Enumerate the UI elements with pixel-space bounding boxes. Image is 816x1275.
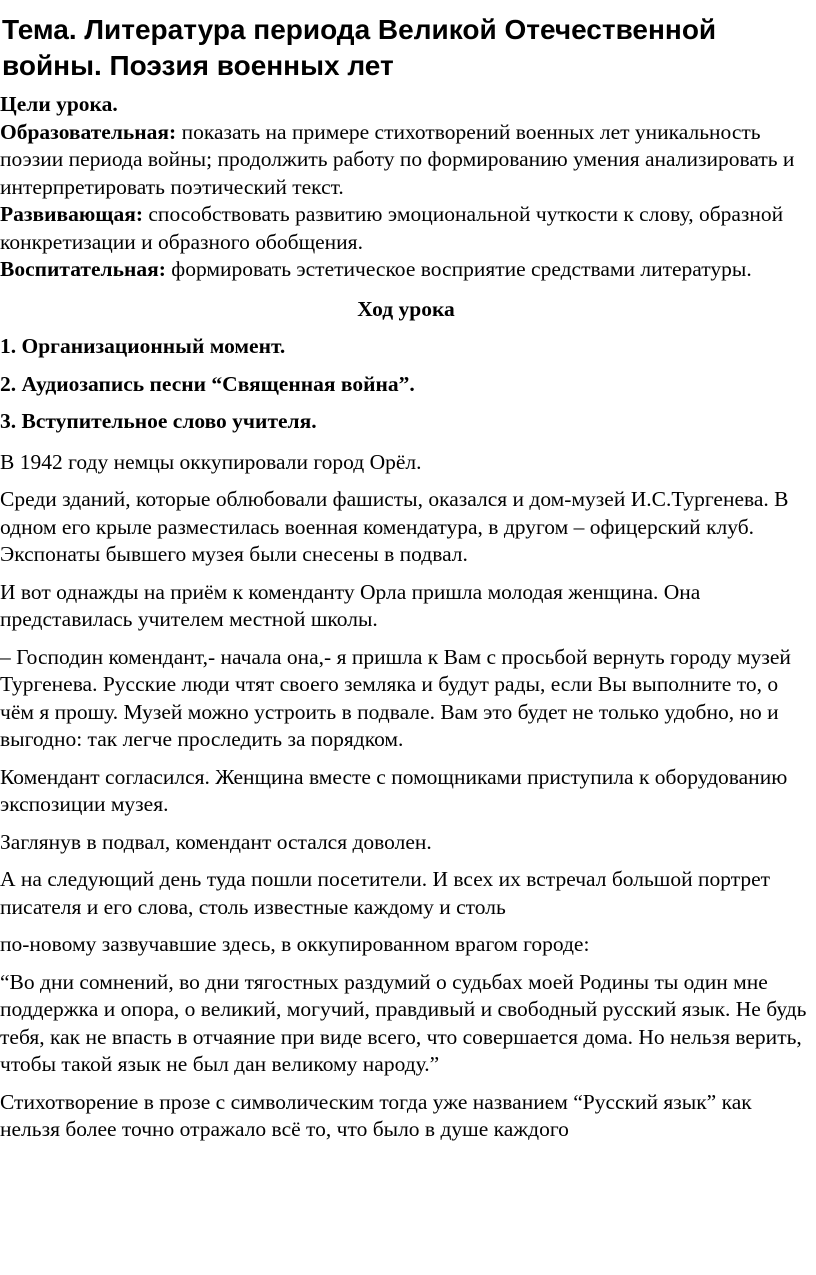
step-item: 2. Аудиозапись песни “Священная война”. <box>0 371 415 396</box>
goals-heading: Цели урока. <box>0 92 118 116</box>
goal-upbringing <box>0 256 812 284</box>
goal-label: Развивающая: <box>0 202 144 226</box>
goal-text: способствовать развитию эмоциональной чуткости к слову, образной конкретизации и образного обобщения. <box>0 202 784 254</box>
goal-label: Образовательная: <box>0 119 177 144</box>
paragraph: Среди зданий, которые облюбовали фашисты, оказался и дом-музей И.С.Тургенева. В одном его крыле разместилась военная комендатура, в другом – офицерский клуб. Экспонаты бывшего музея были снесены в подвал. <box>0 487 789 566</box>
paragraph: И вот однажды на приём к коменданту Орла пришла молодая женщина. Она представилась учителем местной школы. <box>0 579 701 631</box>
paragraph: Стихотворение в прозе с символическим тогда уже названием “Русский язык” как нельзя более точно отражало всё то, что было в душе каждого <box>0 1089 752 1141</box>
goal-educational <box>0 119 812 202</box>
paragraph: А на следующий день туда пошли посетители. И всех их встречал большой портрет писателя и его слова, столь известные каждому и столь <box>0 867 771 919</box>
page-title: Тема. Литература периода Великой Отечественной войны. Поэзия военных лет <box>2 14 717 81</box>
quote-paragraph: “Во дни сомнений, во дни тягостных раздумий о судьбах моей Родины ты один мне поддержка и опора, о великий, могучий, правдивый и свободный русский язык. Не будь тебя, как не впасть в отчаяние при виде всего, что совершается дома. Но нельзя верить, чтобы такой язык не был дан великому народу.” <box>0 969 807 1076</box>
paragraph: по-новому зазвучавшие здесь, в оккупированном врагом городе: <box>0 932 590 956</box>
goal-label: Воспитательная: <box>0 257 166 281</box>
goal-text: формировать эстетическое восприятие средствами литературы. <box>165 257 752 281</box>
paragraph: В 1942 году немцы оккупировали город Орёл. <box>0 449 422 474</box>
step-item: 1. Организационный момент. <box>0 334 286 358</box>
goal-text: показать на примере стихотворений военных лет уникальность поэзии периода войны; продолжить работу по формированию умения анализировать и интерпретировать поэтический текст. <box>0 119 795 199</box>
document-body <box>0 91 812 1144</box>
paragraph: Заглянув в подвал, комендант остался доволен. <box>0 829 432 854</box>
paragraph: – Господин комендант,- начала она,- я пришла к Вам с просьбой вернуть городу музей Тургенева. Русские люди чтят своего земляка и будут рады, если Вы выполните то, о чём я прошу. Музей можно устроить в подвале. Вам это будет не только удобно, но и выгодно: так легче проследить за порядком. <box>0 644 791 751</box>
goal-developing <box>0 201 812 256</box>
step-item: 3. Вступительное слово учителя. <box>0 409 317 433</box>
lesson-heading: Ход урока <box>357 296 455 321</box>
paragraph: Комендант согласился. Женщина вместе с помощниками приступила к оборудованию экспозиции музея. <box>0 764 788 816</box>
